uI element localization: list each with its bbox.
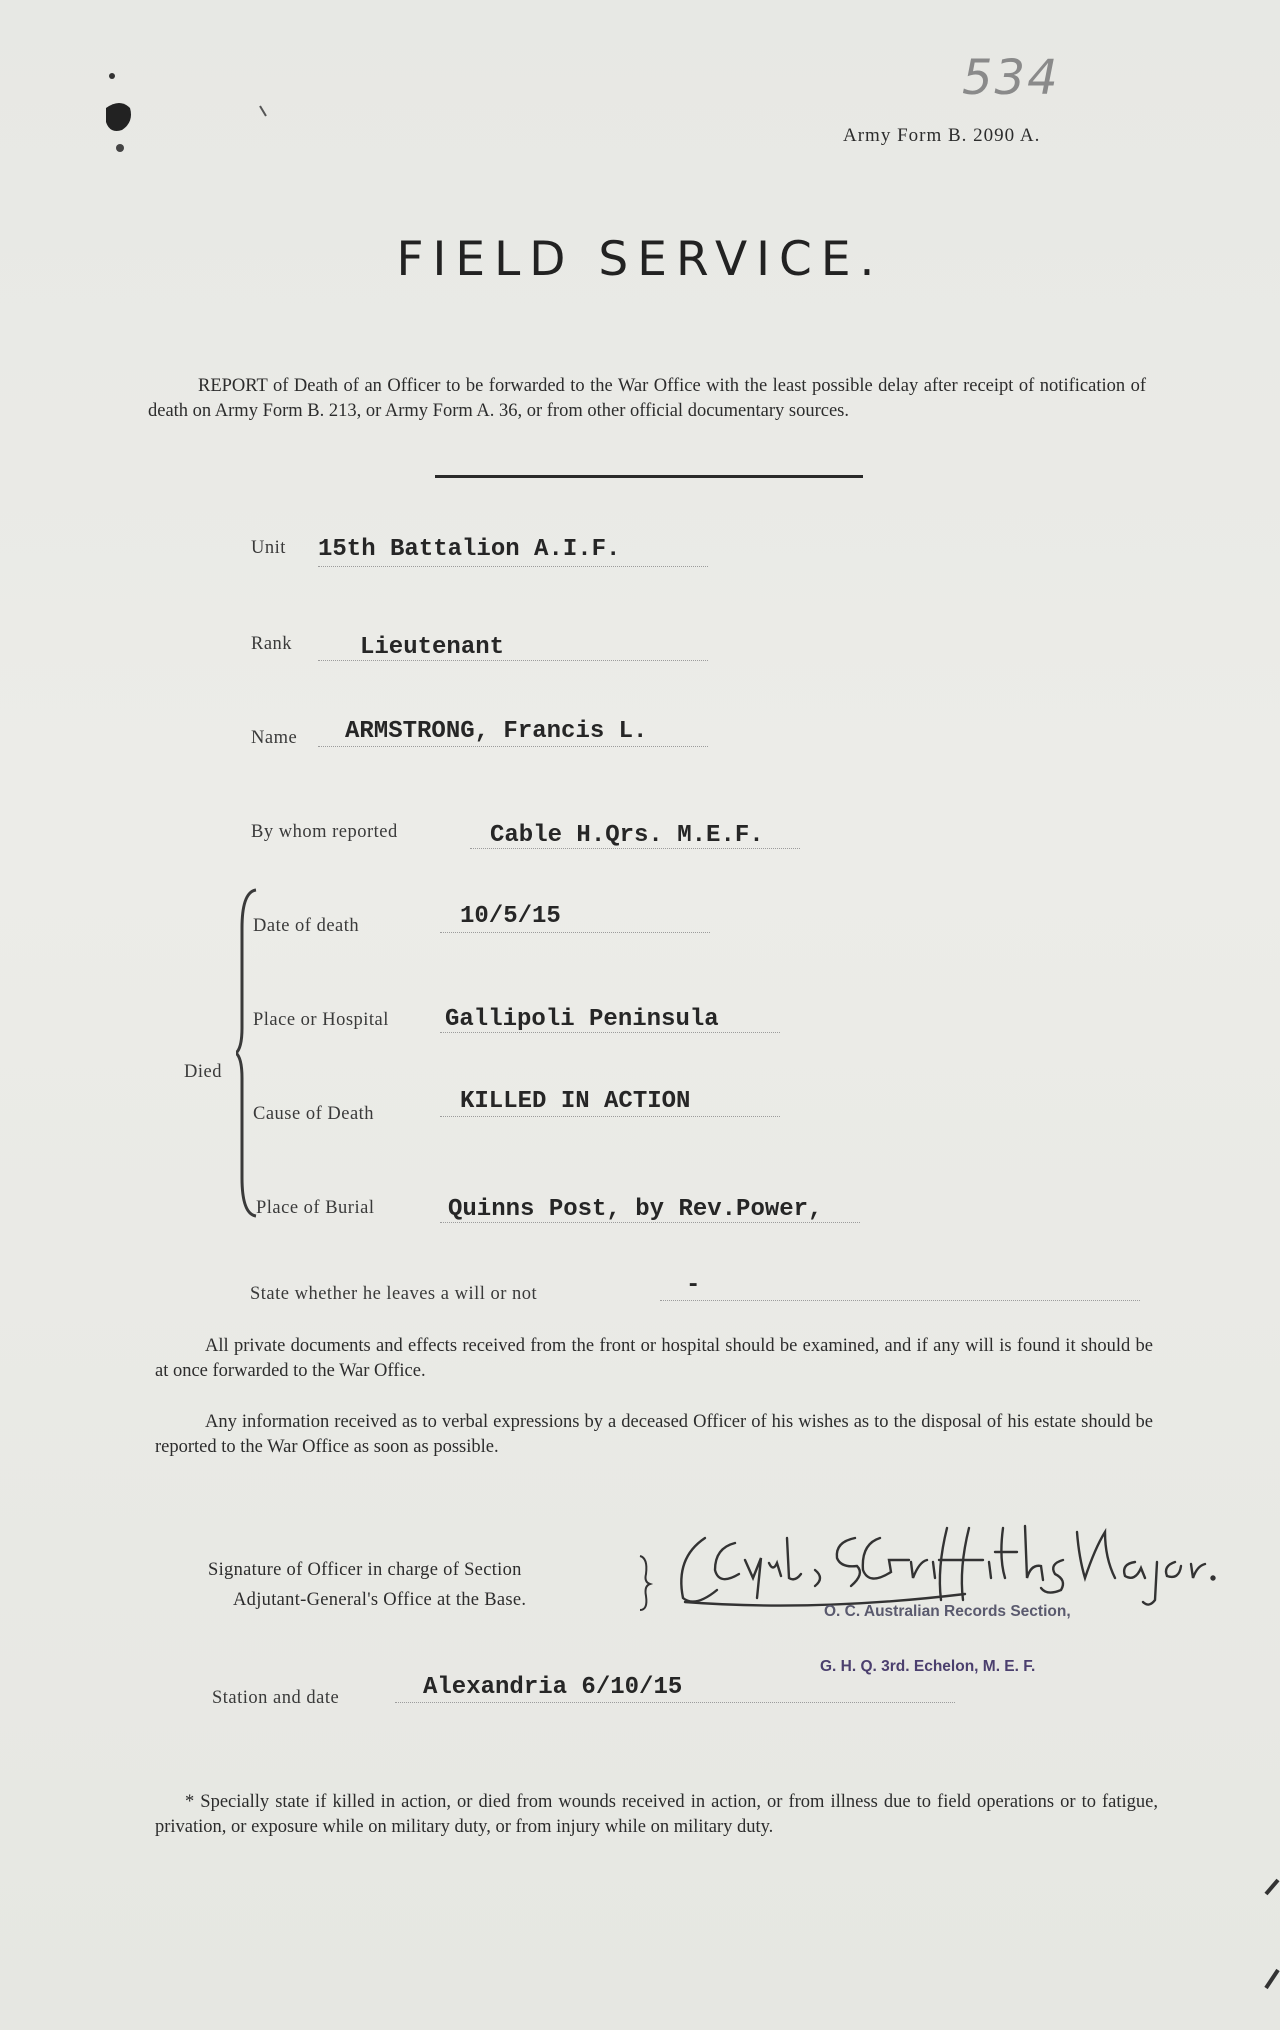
place-or-hospital-value: Gallipoli Peninsula: [445, 1006, 719, 1033]
rank-value: Lieutenant: [360, 634, 505, 661]
signature-label-line1: Signature of Officer in charge of Section: [208, 1560, 522, 1580]
name-label: Name: [251, 728, 298, 748]
cause-of-death-line: [440, 1116, 780, 1117]
title-divider: [435, 475, 863, 478]
form-number: Army Form B. 2090 A.: [843, 125, 1041, 146]
stamp-line1: O. C. Australian Records Section,: [824, 1603, 1071, 1620]
place-or-hospital-label: Place or Hospital: [253, 1010, 389, 1030]
rank-line: [318, 660, 708, 661]
folio-number: 534: [962, 50, 1060, 106]
will-label: State whether he leaves a will or not: [250, 1284, 538, 1304]
stamp-line2: G. H. Q. 3rd. Echelon, M. E. F.: [820, 1658, 1036, 1675]
name-line: [318, 746, 708, 747]
reported-by-line: [470, 848, 800, 849]
rank-label: Rank: [251, 634, 293, 654]
date-of-death-value: 10/5/15: [460, 903, 561, 930]
name-value: ARMSTRONG, Francis L.: [345, 718, 648, 745]
reported-by-label: By whom reported: [251, 822, 398, 842]
place-of-burial-label: Place of Burial: [256, 1198, 375, 1218]
page-title: FIELD SERVICE.: [396, 232, 884, 287]
station-value: Alexandria 6/10/15: [423, 1674, 683, 1701]
unit-label: Unit: [251, 538, 286, 558]
footnote: * Specially state if killed in action, or died from wounds received in action, or from illness due to field operations or to fatigue, privation, or exposure while on military duty, or from injury while on military duty.: [155, 1792, 1158, 1837]
station-line: [395, 1702, 955, 1703]
intro-text: REPORT of Death of an Officer to be forwarded to the War Office with the least possible delay after receipt of notification of death on Army Form B. 213, or Army Form A. 36, or from other official documentary sources.: [148, 376, 1146, 421]
reported-by-value: Cable H.Qrs. M.E.F.: [490, 822, 764, 849]
cause-of-death-value: KILLED IN ACTION: [460, 1088, 691, 1115]
signature-bracket: [636, 1552, 658, 1614]
pencil-tick-mark: [258, 104, 270, 120]
unit-line: [318, 566, 708, 567]
documents-paragraph: All private documents and effects received from the front or hospital should be examined, and if any will is found it should be at once forwarded to the War Office.: [155, 1336, 1153, 1381]
signature-label-line2: Adjutant-General's Office at the Base.: [233, 1590, 527, 1610]
information-paragraph: Any information received as to verbal expressions by a deceased Officer of his wishes as to the disposal of his estate should be reported to the War Office as soon as possible.: [155, 1412, 1153, 1457]
date-of-death-label: Date of death: [253, 916, 360, 936]
place-of-burial-value: Quinns Post, by Rev.Power,: [448, 1196, 823, 1223]
date-of-death-line: [440, 932, 710, 933]
will-value: -: [686, 1272, 701, 1299]
edge-mark: [1252, 1860, 1280, 2000]
died-label: Died: [184, 1062, 222, 1082]
place-or-hospital-line: [440, 1032, 780, 1033]
place-of-burial-line: [440, 1222, 860, 1223]
ink-blot-mark: [98, 70, 148, 160]
will-line: [660, 1300, 1140, 1301]
died-brace: [236, 888, 258, 1218]
station-label: Station and date: [212, 1688, 340, 1708]
cause-of-death-label: Cause of Death: [253, 1104, 375, 1124]
unit-value: 15th Battalion A.I.F.: [318, 536, 621, 563]
